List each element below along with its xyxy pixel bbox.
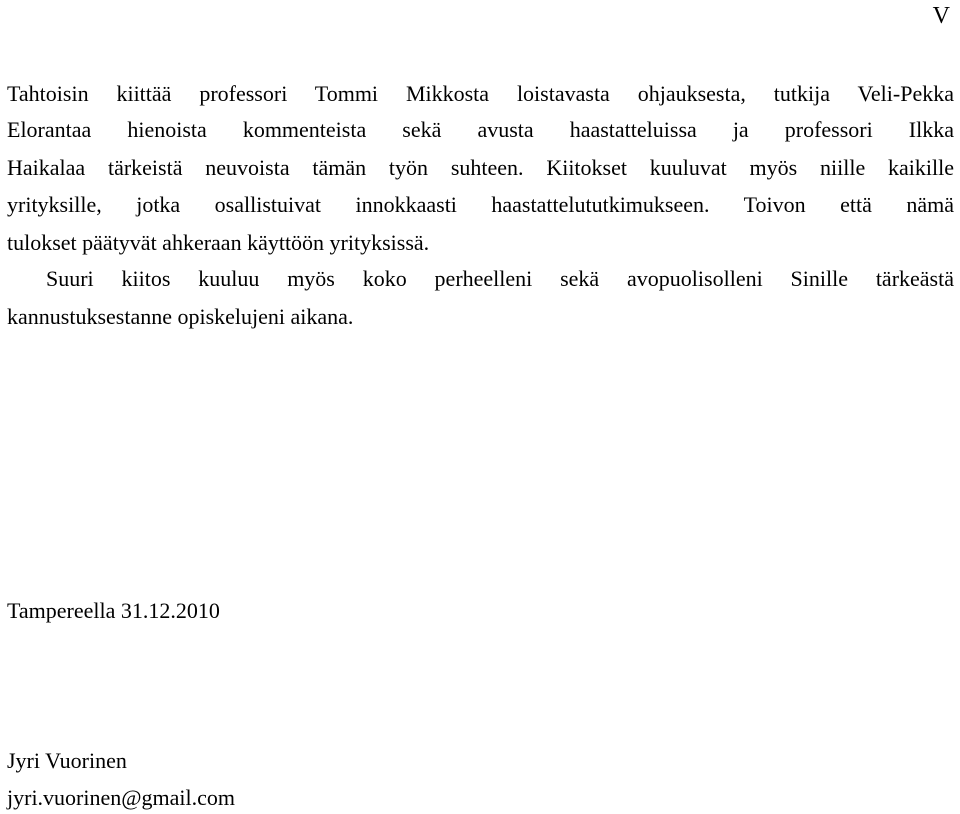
- author-name: Jyri Vuorinen: [7, 748, 127, 773]
- paragraph-line: tulokset päätyvät ahkeraan käyttöön yrityksissä.: [7, 230, 430, 255]
- page-number: V: [932, 3, 950, 29]
- paragraph-line: Tahtoisin kiittää professori Tommi Mikkosta loistavasta ohjauksesta, tutkija Veli-Pekka: [7, 81, 954, 106]
- paragraph-line: yrityksille, jotka osallistuivat innokkaasti haastattelututkimukseen. Toivon että nämä: [7, 192, 954, 217]
- paragraph-line: Haikalaa tärkeistä neuvoista tämän työn suhteen. Kiitokset kuuluvat myös niille kaikille: [7, 155, 954, 180]
- place-and-date: Tampereella 31.12.2010: [7, 598, 220, 623]
- author-email: jyri.vuorinen@gmail.com: [7, 785, 235, 810]
- paragraph-line: Elorantaa hienoista kommenteista sekä avusta haastatteluissa ja professori Ilkka: [7, 117, 954, 142]
- paragraph-line: Suuri kiitos kuuluu myös koko perheelleni sekä avopuolisolleni Sinille tärkeästä: [46, 266, 954, 291]
- paragraph-line: kannustuksestanne opiskelujeni aikana.: [7, 304, 354, 329]
